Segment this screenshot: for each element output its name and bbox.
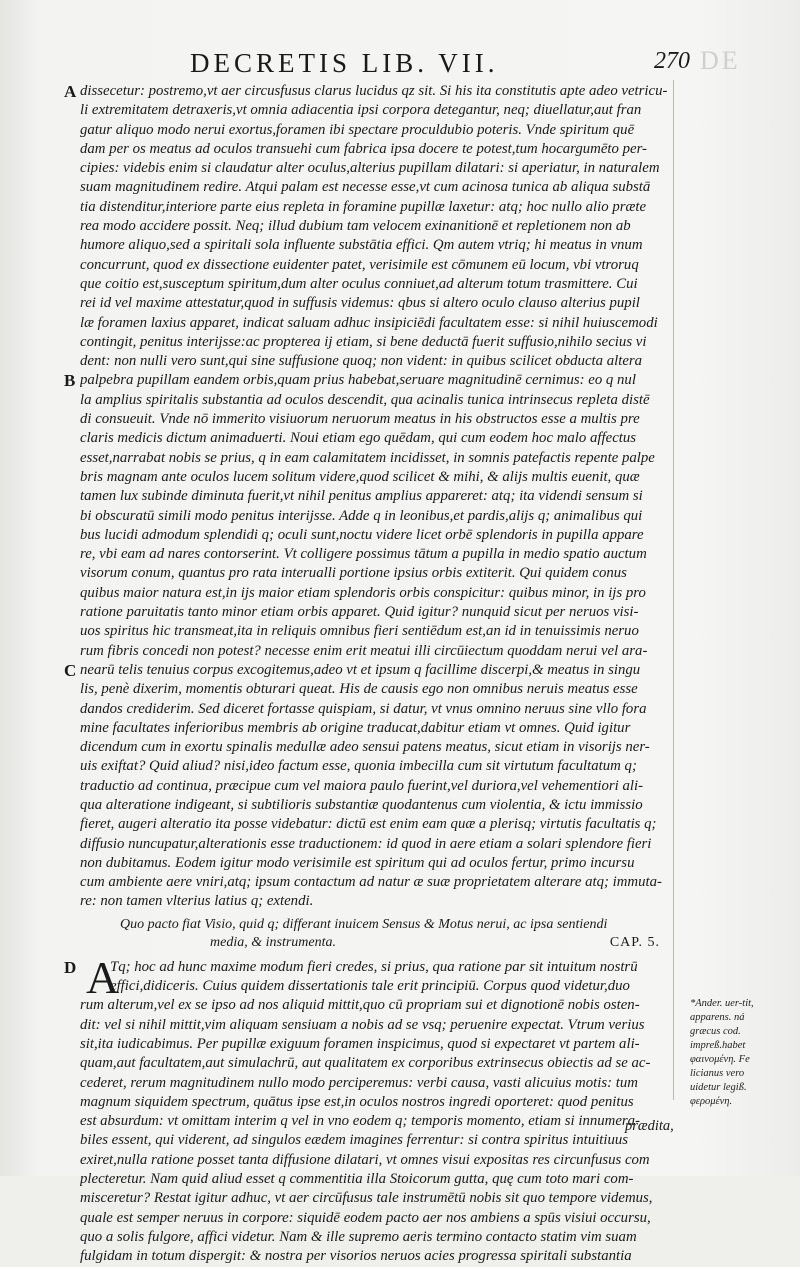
text-line: est absurdum: vt omittam interim q vel in vno eodem q; temporis momento, etiam si innumera- <box>80 1113 641 1130</box>
text-line: cum ambiente aere vniri,atq; ipsum contactum ad natur æ suæ proprietatem alterare atq; immuta- <box>80 874 662 891</box>
text-line: rum fibris concedi non potest? necesse enim erit meatui illi circūiectum quoddam nerui vel ara- <box>80 642 648 659</box>
text-line: non dubitamus. Eodem igitur modo verisimile est spiritum qui ad oculos fertur, primo incursu <box>80 854 635 871</box>
text-line: qua alteratione indigeant, si subtilioris substantiæ quodantenus cum violentia, & ictu immissio <box>80 796 643 813</box>
text-line: fieret, augeri alteratio ita posse videbatur: dictū est enim eam quæ a plerisq; virtutis facultatis q; <box>80 816 657 833</box>
text-line: uis exiftat? Quid aliud? nisi,ideo factum esse, quonia imbecilla cum sit virtutum facultatum q; <box>80 758 637 775</box>
text-line: dam per os meatus ad oculos transuehi cum fabrica ipsa docere te potest,tum hocargumēto per- <box>80 140 647 157</box>
running-head: DECRETIS LIB. VII. <box>190 48 499 78</box>
text-line: fulgidam in totum dispergit: & nostra per visorios neruos acies progressa spiritali substantia <box>80 1248 632 1265</box>
text-line: dandos crediderim. Sed diceret fortasse quispiam, si datur, vt vnus omnino neruus sine vllo fora <box>80 700 647 717</box>
text-line: traductio ad continua, præcipue cum vel maiora paulo fuerint,vel duriora,vel vehementiori ali- <box>80 777 644 794</box>
text-line: sit,ita iudicabimus. Per pupillæ exiguum foramen inspicimus, quod si expectaret vt partem ali- <box>80 1035 640 1052</box>
text-line: bi obscuratū simili modo penitus interijsse. Adde q in leonibus,et pardis,alijs q; animalibus qui <box>80 507 643 524</box>
paragraph-4-lines <box>80 951 680 1267</box>
paragraph-3 <box>64 660 680 912</box>
main-text <box>64 82 680 1267</box>
text-line: Tq; hoc ad hunc maxime modum fieri credes, si prius, qua ratione par sit intuitum nostrū <box>110 958 638 975</box>
chapter-title-line-2: media, & instrumenta. <box>210 934 336 950</box>
text-line: bris magnam ante oculos lucem solitum videre,quod scilicet & mihi, & alijs multis euenit, quæ <box>80 468 640 485</box>
text-line: humore aliquo,sed a spiritali sola influente substātia effici. Qm autem vtriq; hi meatus in vnum <box>80 237 643 254</box>
text-line: quale est semper neruus in corpore: siquidē eodem pacto aer nos ambiens a spūs visiui occursu, <box>80 1209 651 1226</box>
text-line: plecteretur. Nam quid aliud esset q commentitia illa Stoicorum gutta, quę cum toto mari com- <box>80 1171 634 1188</box>
text-line: misceretur? Restat igitur adhuc, vt aer circūfusus tale instrumētū nobis sit quo tempore videmus, <box>80 1190 653 1207</box>
text-line: gatur aliquo modo nerui exortus,foramen ibi spectare proculdubio poteris. Vnde spiritum quē <box>80 121 635 138</box>
text-line: quibus maior natura est,in ijs maior etiam splendoris orbis conspicitur: quibus minor, in ijs pro <box>80 584 646 601</box>
text-line: lis, penè dixerim, momentis obturari queat. His de causis ego non omnibus neruis meatus esse <box>80 681 638 698</box>
chapter-number: CAP. 5. <box>609 934 660 950</box>
text-line: concurrunt, quod ex dissectione euidenter patet, verisimile est cōmunem eū locum, vbi vtroruq <box>80 256 639 273</box>
margin-note: *Ander. uer-tit, apparens. ná græcus cod. impreß.habet φαινομένη. Fe licianus vero uidetur legiß. φερομένη. <box>690 998 754 1107</box>
page-number: 270 <box>654 48 690 74</box>
text-line: rea modo accidere possit. Neq; illud dubium tam velocem exinanitionē et repletionem non ab <box>80 218 631 235</box>
text-line: li extremitatem detraxeris,vt omnia adiacentia ipsi corpora detegantur, neq; diuellatur,aut fran <box>80 102 642 119</box>
text-line: que coitio est,susceptum spiritum,dum alter oculus conniuet,ad alterum totum trasmittere. Cui <box>80 275 638 292</box>
text-line: contingit, penitus interijsse:ac propterea ij etiam, si bene deductā fuerit suffusio,nihilo secius vi <box>80 333 647 350</box>
text-line: quam,aut facultatem,aut simulachrū, aut qualitatem ex corporibus extrinsecus obiectis ad se ac- <box>80 1055 651 1072</box>
text-line: biles essent, qui viderent, ad singulos eædem imagines ferrentur: si contra spiritus intuitiuus <box>80 1132 629 1149</box>
text-line: re: non tamen vlterius latius q; extendi. <box>80 893 314 910</box>
text-line: dissecetur: postremo,vt aer circusfusus clarus lucidus qz sit. Si his ita constitutis apte adeo vetricu- <box>80 83 668 99</box>
text-line: mine facultates inferioribus membris ab origine traducat,dabitur etiam vt omnes. Quid igitur <box>80 719 631 736</box>
text-line: dit: vel si nihil mittit,vim aliquam sensiuam a nobis ad se vsq; peruenire expectat. Vtrum verius <box>80 1016 645 1033</box>
text-line: cipies: videbis enim si claudatur alter oculus,alterius pupillam dilatari: si aperiatur, in naturalem <box>80 160 660 177</box>
text-line: la amplius spiritalis substantia ad oculos descendit, qua acinalis tunica intrinsecus repleta distē <box>80 391 650 408</box>
page-header <box>190 48 690 84</box>
text-line: dicendum cum in exortu spinalis medullæ adeo sensui patens meatus, sicut etiam in visorijs ner- <box>80 739 650 756</box>
text-line: exiret,nulla ratione posset tanta diffusione dilatari, vt omnes visui expositas res circunfusus com <box>80 1151 650 1168</box>
text-line: magnum siquidem spectrum, quātus ipse est,in oculos nostros ingredi oporteret: quod penitus <box>80 1093 634 1110</box>
catchword: prædita, <box>625 1118 674 1134</box>
text-line: claris medicis dictum animaduerti. Noui etiam ego quēdam, qui cum eodem hoc malo affectus <box>80 430 637 447</box>
text-line: suam magnitudinem redire. Atqui palam est necesse esse,vt cum acinosa tunica ab aliqua substā <box>80 179 651 196</box>
text-line: uos spiritus hic transmeat,ita in reliquis omnibus fieri sentiēdum est,an id in tenuissimis neruo <box>80 623 639 640</box>
text-line: tia distenditur,interiore parte eius repleta in foramine pupillæ laxetur: atq; hoc nullo alio præte <box>80 198 647 215</box>
text-line: quo a solis fulgore, affici videtur. Nam & ille supremo aeris termino contacto statim vim suam <box>80 1228 637 1245</box>
text-line: nearū telis tenuius corpus excogitemus,adeo vt et ipsum q facillime discerpi,& meatus in singu <box>80 661 641 678</box>
bleed-through-text: DE <box>700 46 741 75</box>
text-line: bus lucidi admodum splendidi q; oculi sunt,noctu videre licet orbē splendoris in pupilla appare <box>80 526 644 543</box>
paragraph-1 <box>64 82 680 371</box>
chapter-title-line-1: Quo pacto fiat Visio, quid q; differant inuicem Sensus & Motus nerui, ac ipsa sentiendi <box>120 916 608 932</box>
section-letter-d: D <box>64 957 77 977</box>
paragraph-1-lines <box>80 82 680 371</box>
text-line: esset,narrabat nobis se prius, q in eam calamitatem incidisset, in somnis patefactis repente palpe <box>80 449 655 466</box>
text-line: rum alterum,vel ex se ipso ad nos aliquid mittit,quo cū propriam sui et dignotionē nobis osten- <box>80 997 640 1014</box>
chapter-heading <box>120 916 680 952</box>
text-line: læ foramen laxius apparet, indicat saluam adhuc insipiciēdi facultatem esse: si nihil huiuscemodi <box>80 314 658 331</box>
text-line: ratione paruitatis tanto minor etiam orbis apparet. Quid igitur? nunquid sicut per neruos visi- <box>80 604 639 621</box>
text-line: re, vbi eam ad nares contorserint. Vt colligere possimus tātum a pupilla in medio spatio auctum <box>80 546 647 563</box>
text-line: di consueuit. Vnde nō immerito visiuorum neruorum meatus in his obstructos esse a multis pre <box>80 411 640 428</box>
drop-cap: A <box>86 951 120 1003</box>
section-letter-b: B <box>64 371 76 391</box>
text-line: tamen lux subinde diminuta fuerit,vt nihil penitus amplius appareret: atq; ita videndi sensum si <box>80 488 643 505</box>
text-line: effici,didiceris. Cuius quidem dissertationis tale erit principiū. Corpus quod videtur,duo <box>110 978 630 995</box>
paragraph-2 <box>64 371 680 660</box>
text-line: palpebra pupillam eandem orbis,quam prius habebat,seruare magnitudinē cernimus: eo q nul <box>80 372 636 389</box>
paragraph-3-lines <box>80 661 680 912</box>
text-line: visorum conum, quantus pro rata interualli portione ipsius orbis extiterit. Qui quidem conus <box>80 565 627 582</box>
paragraph-2-lines <box>80 371 680 660</box>
text-line: cederet, rerum magnitudinem nullo modo perciperemus: verbi causa, vasti alicuius motis: tum <box>80 1074 638 1091</box>
section-letter-a: A <box>64 82 77 101</box>
text-line: rei id vel maxime attestatur,quod in suffusis videmus: qbus si altero oculo clauso alterius pupil <box>80 295 640 312</box>
paragraph-4 <box>64 951 680 1267</box>
text-line: dent: non nulli vero sunt,qui sine suffusione quoq; non vident: in quibus scilicet obducta altera <box>80 353 643 370</box>
text-line: diffusio nuncupatur,alterationis esse traductionem: id quod in aere etiam a solari splendore fieri <box>80 835 652 852</box>
section-letter-c: C <box>64 660 77 680</box>
